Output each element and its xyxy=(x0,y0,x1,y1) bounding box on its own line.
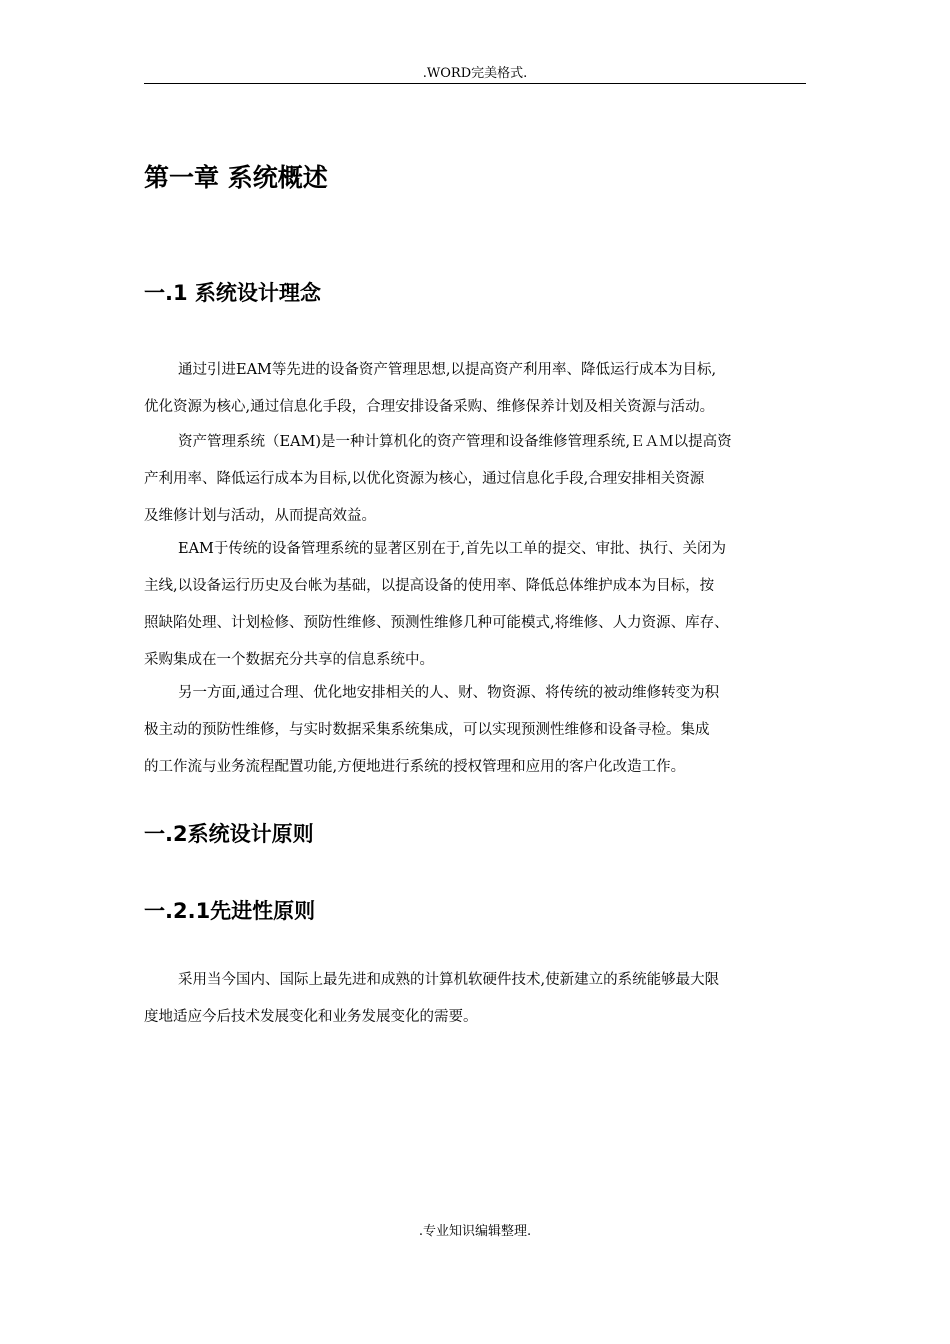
paragraph xyxy=(144,962,824,1036)
page-footer: .专业知识编辑整理. xyxy=(418,1224,532,1239)
section-title-design-concept: 一.1 系统设计理念 xyxy=(144,281,321,305)
paragraph-line: 产利用率、降低运行成本为目标,以优化资源为核心，通过信息化手段,合理安排相关资源 xyxy=(144,471,705,487)
paragraph-line: 的工作流与业务流程配置功能,方便地进行系统的授权管理和应用的客户化改造工作。 xyxy=(144,759,686,775)
paragraph xyxy=(144,424,824,535)
paragraph-line: 资产管理系统（EAM)是一种计算机化的资产管理和设备维修管理系统,ＥＡＭ以提高资 xyxy=(178,434,732,450)
section-title-design-principles: 一.2系统设计原则 xyxy=(144,822,314,846)
paragraph-line: EAM于传统的设备管理系统的显著区别在于,首先以工单的提交、审批、执行、关闭为 xyxy=(178,541,727,557)
paragraph-line: 通过引进EAM等先进的设备资产管理思想,以提高资产利用率、降低运行成本为目标, xyxy=(178,362,717,378)
paragraph-line: 及维修计划与活动，从而提高效益。 xyxy=(144,508,376,524)
chapter-title: 第一章 系统概述 xyxy=(144,163,328,192)
paragraph-line: 主线,以设备运行历史及台帐为基础，以提高设备的使用率、降低总体维护成本为目标，按 xyxy=(144,578,715,594)
paragraph xyxy=(144,352,824,426)
header-divider xyxy=(144,83,806,84)
paragraph-line: 优化资源为核心,通过信息化手段，合理安排设备采购、维修保养计划及相关资源与活动。 xyxy=(144,399,715,415)
subsection-title-advanced-principle: 一.2.1先进性原则 xyxy=(144,899,316,923)
paragraph-line: 另一方面,通过合理、优化地安排相关的人、财、物资源、将传统的被动维修转变为积 xyxy=(178,685,720,701)
paragraph xyxy=(144,675,824,786)
paragraph-line: 照缺陷处理、计划检修、预防性维修、预测性维修几种可能模式,将维修、人力资源、库存、 xyxy=(144,615,729,631)
paragraph-line: 极主动的预防性维修，与实时数据采集系统集成，可以实现预测性维修和设备寻检。集成 xyxy=(144,722,710,738)
page-header: .WORD完美格式. xyxy=(422,66,528,81)
paragraph-line: 采购集成在一个数据充分共享的信息系统中。 xyxy=(144,652,434,668)
paragraph-line: 度地适应今后技术发展变化和业务发展变化的需要。 xyxy=(144,1009,478,1025)
paragraph-line: 采用当今国内、国际上最先进和成熟的计算机软硬件技术,使新建立的系统能够最大限 xyxy=(178,972,720,988)
paragraph xyxy=(144,531,824,679)
